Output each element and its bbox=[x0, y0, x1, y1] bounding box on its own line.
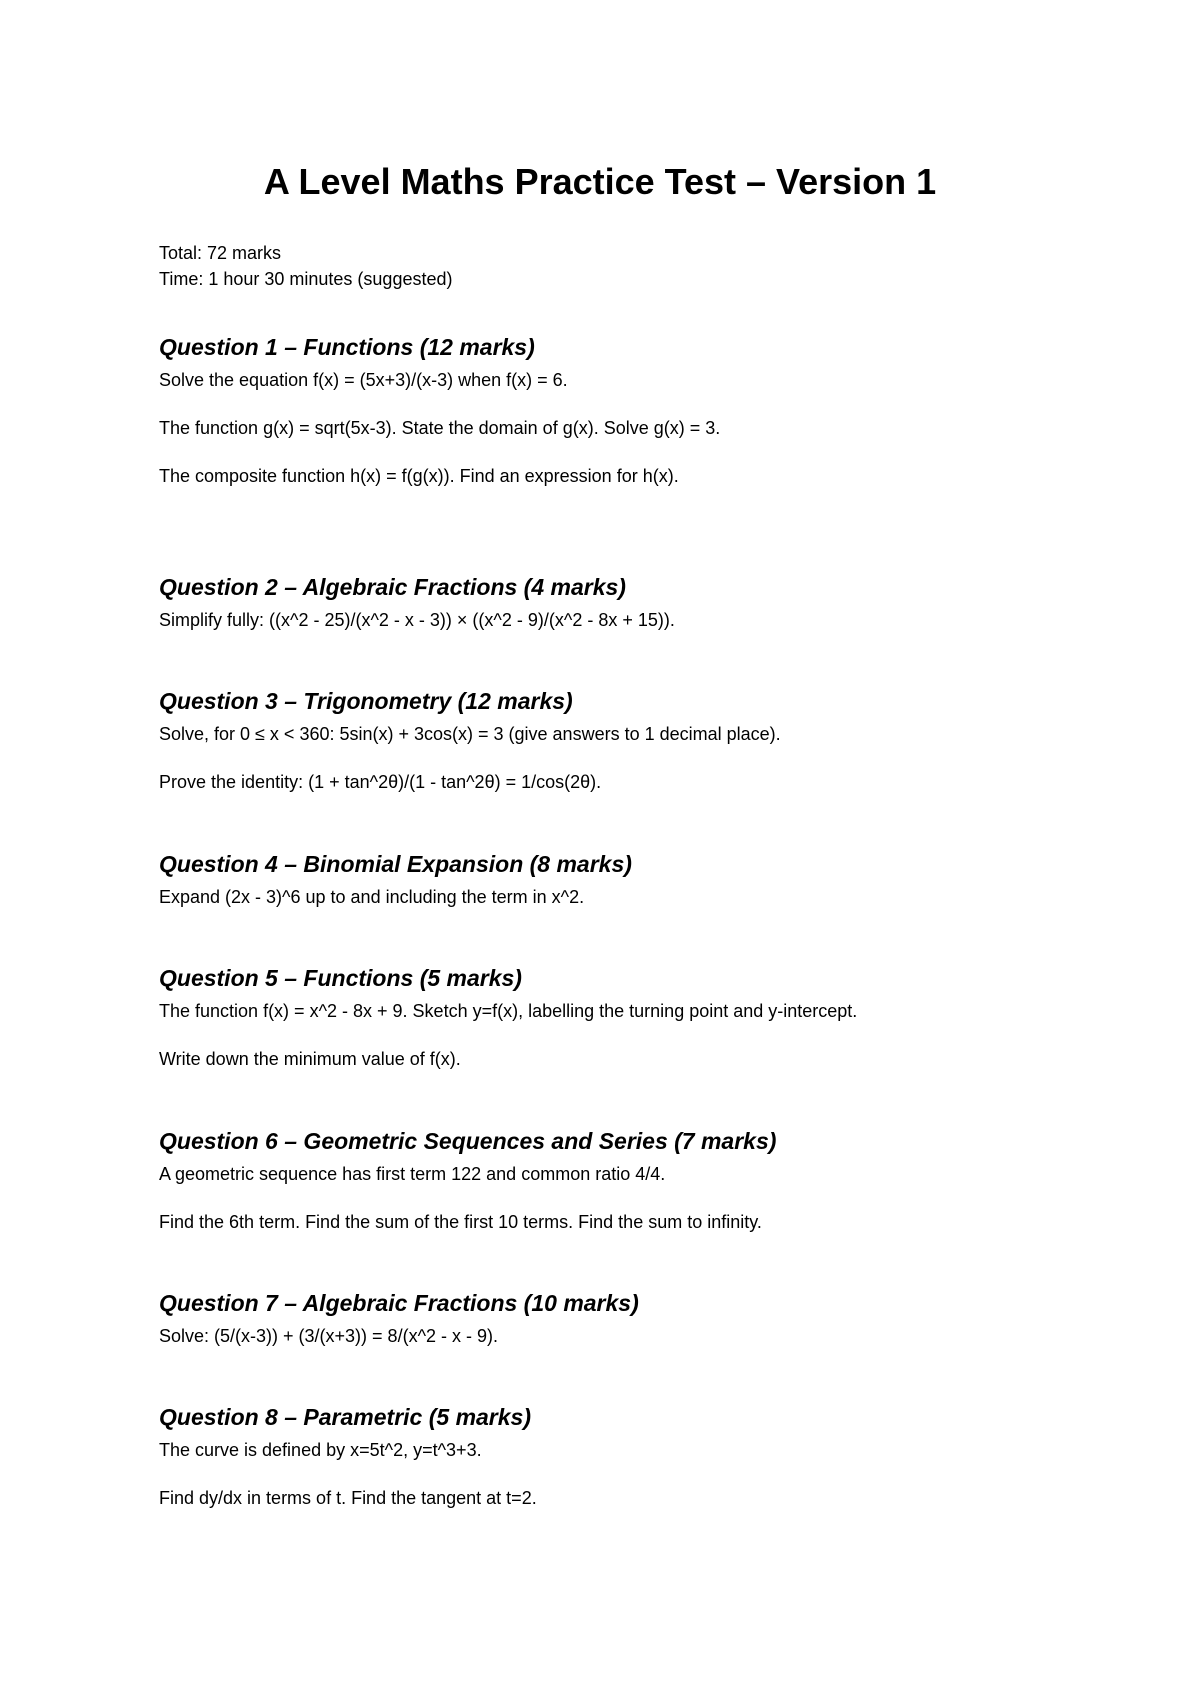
question-heading: Question 6 – Geometric Sequences and Series (7 marks) bbox=[159, 1128, 777, 1154]
question-heading: Question 2 – Algebraic Fractions (4 marks) bbox=[159, 574, 626, 600]
question-text: A geometric sequence has first term 122 and common ratio 4/4. bbox=[159, 1164, 666, 1184]
question-text: Simplify fully: ((x^2 - 25)/(x^2 - x - 3)) × ((x^2 - 9)/(x^2 - 8x + 15)). bbox=[159, 610, 675, 630]
question-2 bbox=[159, 572, 1059, 632]
test-info bbox=[159, 240, 452, 292]
question-heading: Question 1 – Functions (12 marks) bbox=[159, 334, 535, 360]
question-heading: Question 8 – Parametric (5 marks) bbox=[159, 1404, 531, 1430]
question-text: Find dy/dx in terms of t. Find the tangent at t=2. bbox=[159, 1488, 537, 1508]
question-1 bbox=[159, 332, 1059, 488]
question-heading: Question 3 – Trigonometry (12 marks) bbox=[159, 688, 573, 714]
question-text: Solve the equation f(x) = (5x+3)/(x-3) when f(x) = 6. bbox=[159, 370, 568, 390]
question-heading: Question 5 – Functions (5 marks) bbox=[159, 965, 522, 991]
question-7 bbox=[159, 1288, 1059, 1348]
question-8 bbox=[159, 1402, 1059, 1510]
question-text: Find the 6th term. Find the sum of the first 10 terms. Find the sum to infinity. bbox=[159, 1212, 762, 1232]
total-marks: Total: 72 marks bbox=[159, 243, 282, 263]
question-text: Prove the identity: (1 + tan^2θ)/(1 - tan^2θ) = 1/cos(2θ). bbox=[159, 772, 602, 792]
question-text: Expand (2x - 3)^6 up to and including the term in x^2. bbox=[159, 887, 585, 907]
question-heading: Question 4 – Binomial Expansion (8 marks) bbox=[159, 851, 632, 877]
question-4 bbox=[159, 849, 1059, 909]
question-text: The curve is defined by x=5t^2, y=t^3+3. bbox=[159, 1440, 482, 1460]
time-allowed: Time: 1 hour 30 minutes (suggested) bbox=[159, 269, 453, 289]
question-text: Solve: (5/(x-3)) + (3/(x+3)) = 8/(x^2 - x - 9). bbox=[159, 1326, 499, 1346]
question-text: The function g(x) = sqrt(5x-3). State the domain of g(x). Solve g(x) = 3. bbox=[159, 418, 721, 438]
question-text: Solve, for 0 ≤ x < 360: 5sin(x) + 3cos(x) = 3 (give answers to 1 decimal place). bbox=[159, 724, 781, 744]
question-text: The function f(x) = x^2 - 8x + 9. Sketch y=f(x), labelling the turning point and y-intercept. bbox=[159, 1001, 858, 1021]
question-text: Write down the minimum value of f(x). bbox=[159, 1049, 461, 1069]
question-3 bbox=[159, 686, 1059, 794]
question-heading: Question 7 – Algebraic Fractions (10 marks) bbox=[159, 1290, 639, 1316]
question-6 bbox=[159, 1126, 1059, 1234]
page-title: A Level Maths Practice Test – Version 1 bbox=[263, 161, 937, 202]
question-5 bbox=[159, 963, 1059, 1071]
question-text: The composite function h(x) = f(g(x)). Find an expression for h(x). bbox=[159, 466, 679, 486]
